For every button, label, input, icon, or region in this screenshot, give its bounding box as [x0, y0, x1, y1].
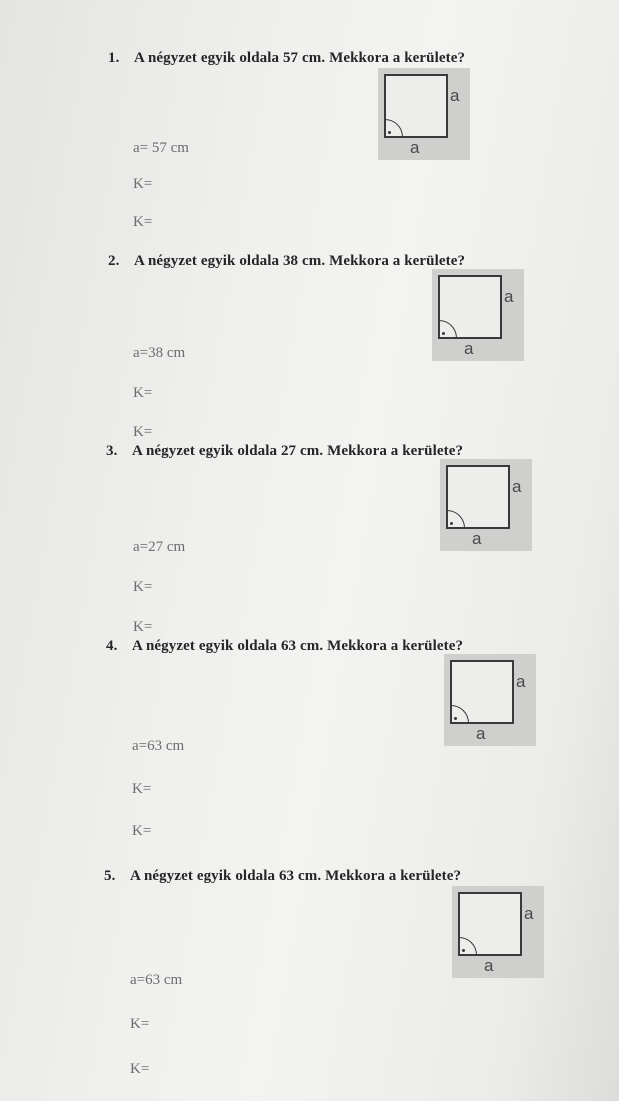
square-figure [440, 459, 532, 551]
answer-line-2[interactable]: K= [133, 619, 153, 635]
question-text: A négyzet egyik oldala 27 cm. Mekkora a kerülete? [132, 443, 464, 459]
question-text: A négyzet egyik oldala 57 cm. Mekkora a kerülete? [134, 50, 466, 66]
question-2 [108, 253, 465, 270]
square-shape [450, 660, 514, 724]
problem-number: 5. [104, 868, 116, 884]
side-label-bottom: a [472, 529, 482, 548]
answer-line-2[interactable]: K= [130, 1061, 150, 1077]
right-angle-mark [384, 119, 403, 138]
problem-1 [0, 50, 619, 250]
question-text: A négyzet egyik oldala 63 cm. Mekkora a kerülete? [132, 638, 464, 654]
right-angle-mark [450, 705, 469, 724]
question-3 [106, 443, 463, 460]
given-value: a=38 cm [133, 345, 186, 361]
side-label-bottom: a [464, 339, 474, 358]
square-shape [446, 465, 510, 529]
right-angle-mark [446, 510, 465, 529]
problem-3 [0, 443, 619, 643]
given-value: a=63 cm [132, 738, 185, 754]
problem-4 [0, 638, 619, 838]
given-value: a= 57 cm [133, 140, 189, 156]
answer-line-1[interactable]: K= [130, 1016, 150, 1032]
side-label-right: a [524, 904, 534, 923]
answer-line-1[interactable]: K= [133, 385, 153, 401]
answer-line-1[interactable]: K= [133, 176, 153, 192]
problem-number: 4. [106, 638, 118, 654]
answer-line-1[interactable]: K= [132, 781, 152, 797]
problem-number: 3. [106, 443, 118, 459]
side-label-right: a [450, 86, 460, 105]
question-text: A négyzet egyik oldala 38 cm. Mekkora a kerülete? [134, 253, 466, 269]
square-shape [438, 275, 502, 339]
problem-number: 1. [108, 50, 120, 66]
square-shape [458, 892, 522, 956]
square-figure [444, 654, 536, 746]
question-1 [108, 50, 465, 67]
side-label-bottom: a [484, 956, 494, 975]
question-4 [106, 638, 463, 655]
answer-line-1[interactable]: K= [133, 579, 153, 595]
right-angle-mark [458, 937, 477, 956]
given-value: a=63 cm [130, 972, 183, 988]
answer-line-2[interactable]: K= [133, 424, 153, 440]
question-5 [104, 868, 461, 885]
given-value: a=27 cm [133, 539, 186, 555]
problem-2 [0, 253, 619, 453]
side-label-bottom: a [476, 724, 486, 743]
side-label-right: a [516, 672, 526, 691]
answer-line-2[interactable]: K= [132, 823, 152, 839]
side-label-right: a [512, 477, 522, 496]
right-angle-mark [438, 320, 457, 339]
square-figure [432, 269, 524, 361]
question-text: A négyzet egyik oldala 63 cm. Mekkora a kerülete? [130, 868, 462, 884]
side-label-bottom: a [410, 138, 420, 157]
problem-5 [0, 868, 619, 1101]
square-figure [378, 68, 470, 160]
square-shape [384, 74, 448, 138]
answer-line-2[interactable]: K= [133, 214, 153, 230]
problem-number: 2. [108, 253, 120, 269]
square-figure [452, 886, 544, 978]
side-label-right: a [504, 287, 514, 306]
